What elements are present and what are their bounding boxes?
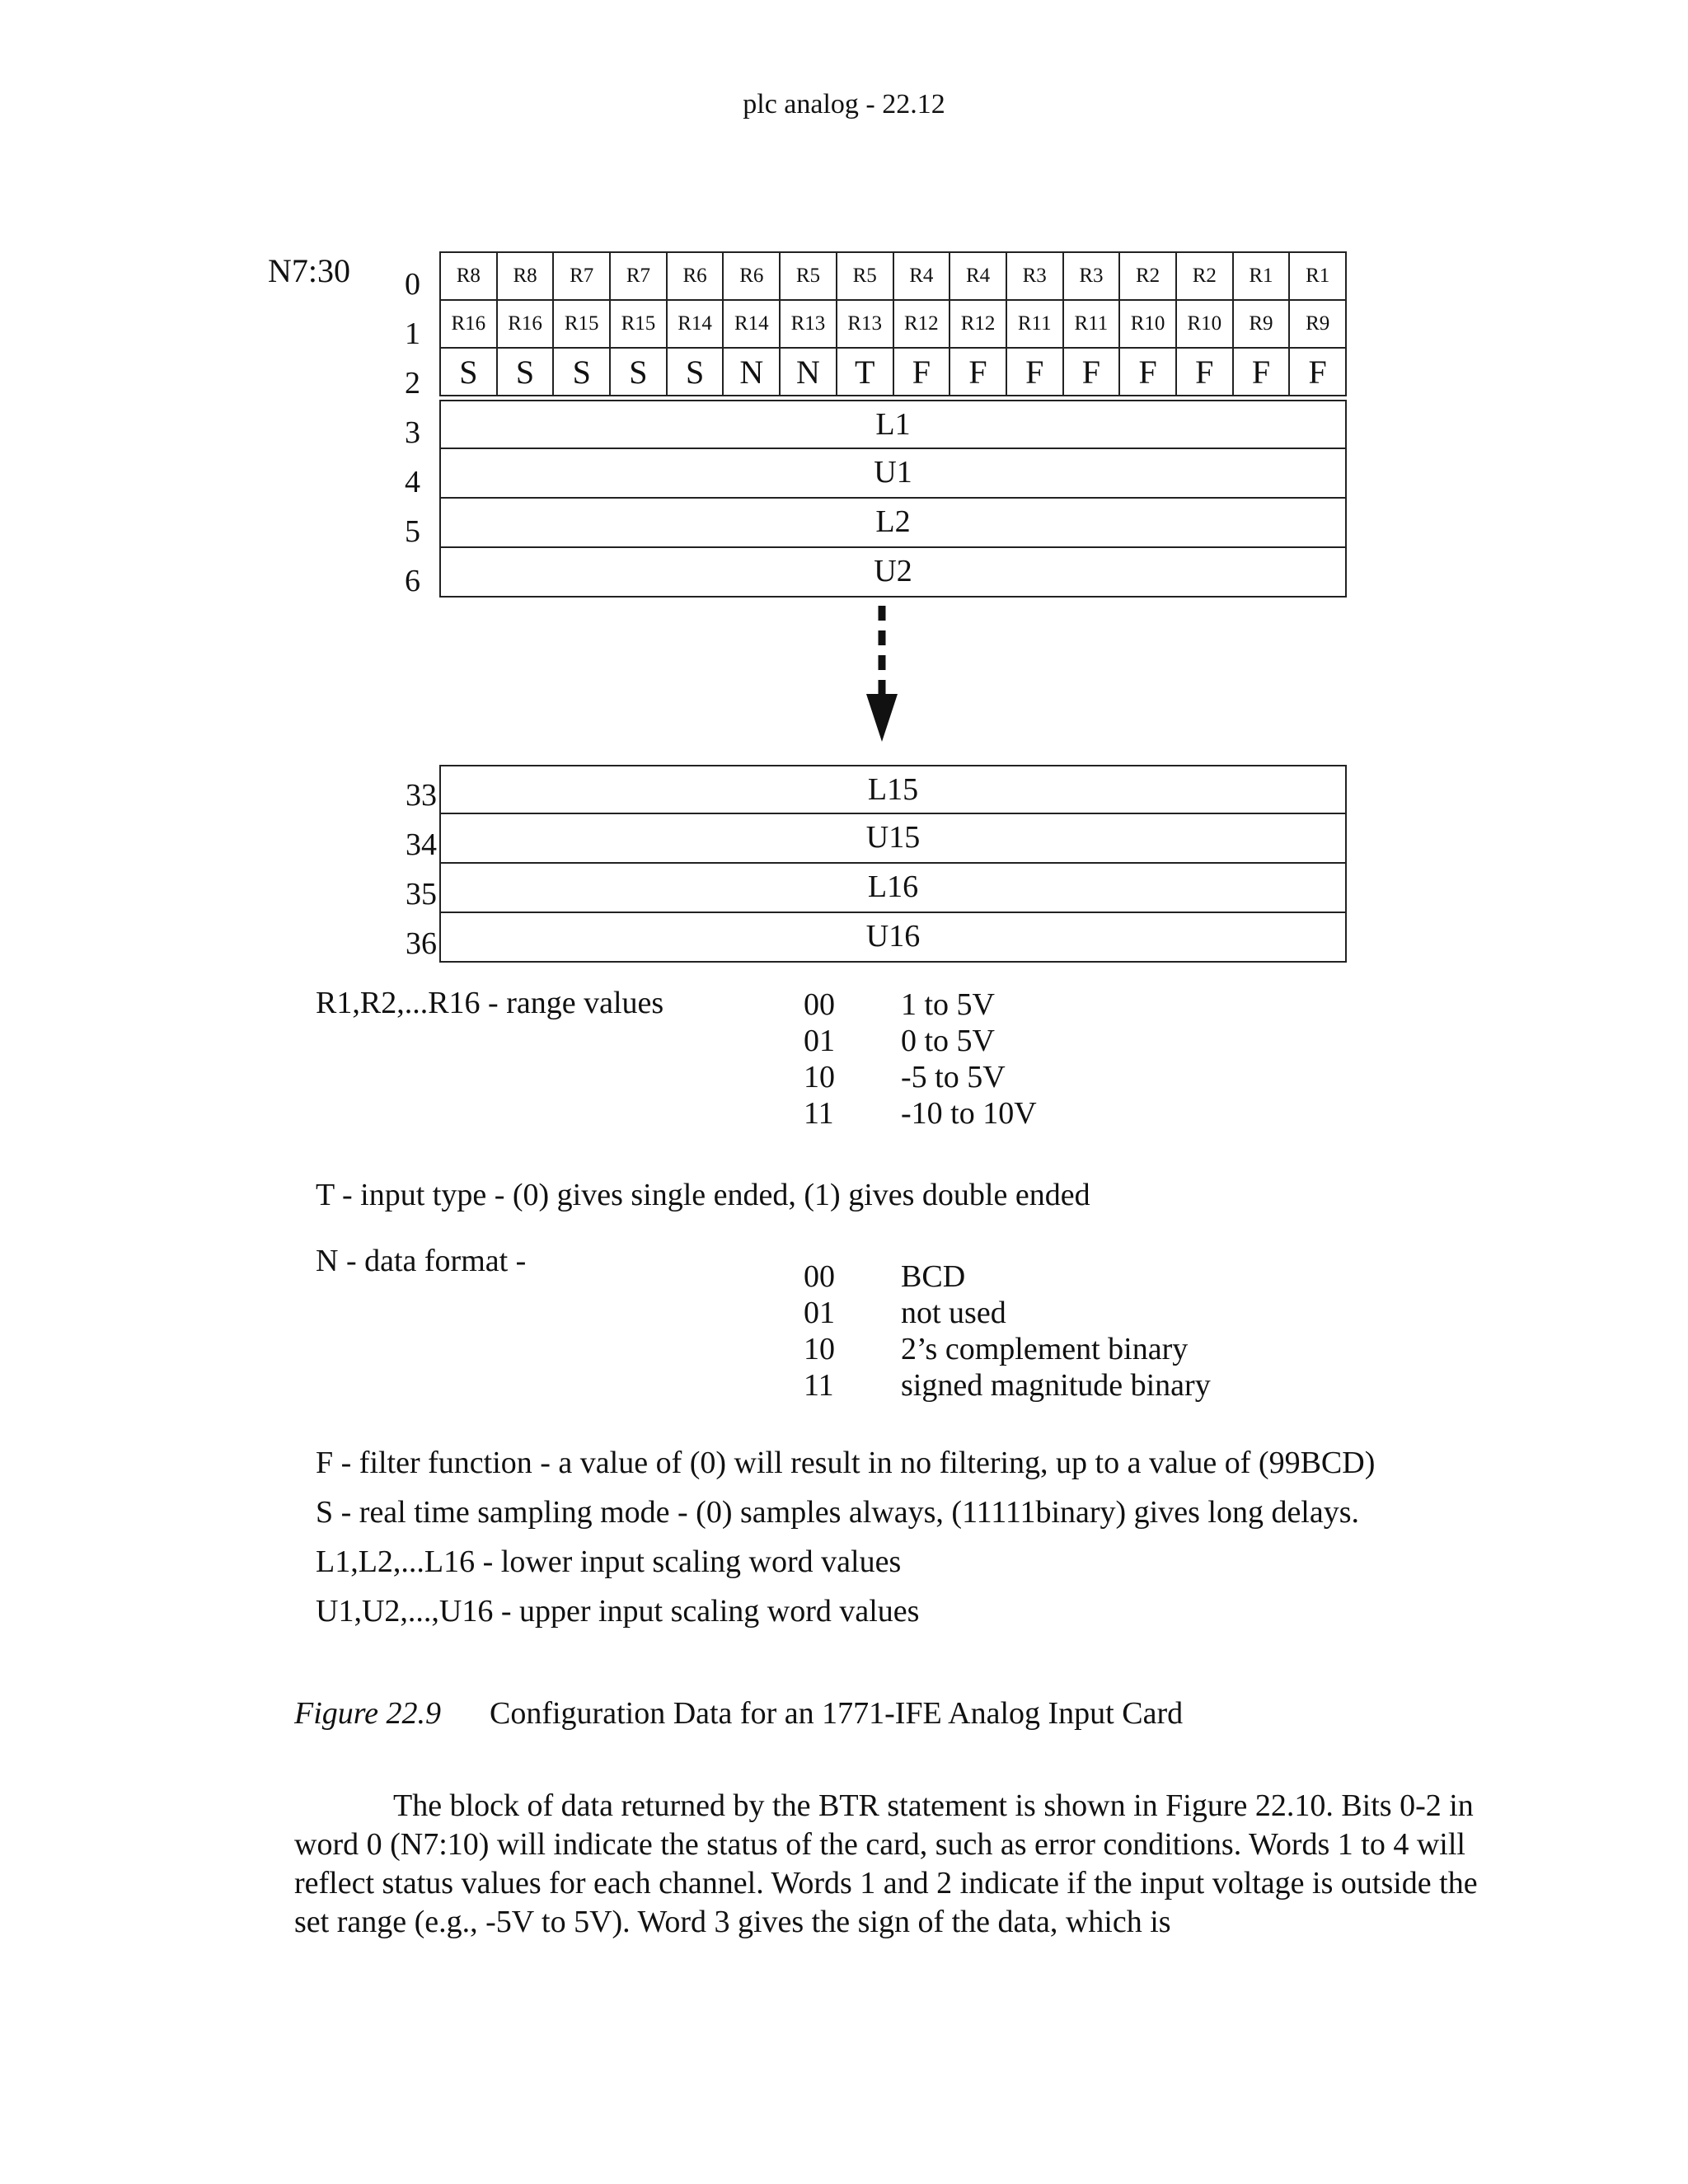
- figure-caption-text: Configuration Data for an 1771-IFE Analog Input Card: [490, 1696, 1184, 1731]
- bit-cell: R7: [553, 252, 610, 300]
- code-value: -10 to 10V: [901, 1096, 1037, 1131]
- figure-caption: [294, 1695, 1183, 1732]
- bit-cell: S: [553, 348, 610, 396]
- code: 01: [804, 1296, 835, 1330]
- bit-cell: R16: [497, 300, 554, 348]
- file-address-label: N7:30: [268, 252, 350, 289]
- code: 11: [804, 1096, 834, 1131]
- list-item: [804, 1258, 1211, 1295]
- bit-cell: R4: [950, 252, 1006, 300]
- code: 10: [804, 1060, 835, 1094]
- bit-cell: F: [1119, 348, 1176, 396]
- bit-cell: R4: [893, 252, 950, 300]
- bit-cell: F: [893, 348, 950, 396]
- bit-cell: R6: [667, 252, 724, 300]
- continuation-arrow-icon: [857, 602, 907, 746]
- bit-cell: R3: [1006, 252, 1063, 300]
- figure-label: Figure 22.9: [294, 1696, 442, 1731]
- scaling-words-top: [439, 400, 1347, 598]
- bit-cell: F: [1289, 348, 1346, 396]
- list-item: [804, 987, 1037, 1023]
- data-format-label: N - data format -: [316, 1244, 527, 1278]
- word-2-row: [440, 348, 1346, 396]
- list-item: [804, 1095, 1037, 1132]
- row-numbers-top: [371, 260, 420, 606]
- code: 00: [804, 1259, 835, 1294]
- bit-cell: F: [1006, 348, 1063, 396]
- bit-cell: S: [497, 348, 554, 396]
- bit-cell: R1: [1233, 252, 1290, 300]
- bit-cell: R11: [1006, 300, 1063, 348]
- row-number: 4: [405, 465, 420, 499]
- row-number: 36: [406, 926, 437, 961]
- row-number: 6: [405, 564, 420, 598]
- bit-cell: S: [610, 348, 667, 396]
- bit-cell: R1: [1289, 252, 1346, 300]
- bit-cell: T: [837, 348, 893, 396]
- page-header: plc analog - 22.12: [743, 89, 945, 120]
- word-row: U16: [439, 913, 1347, 963]
- bit-cell: R13: [780, 300, 837, 348]
- row-numbers-bottom: [387, 771, 437, 968]
- bit-field-table: [439, 251, 1347, 396]
- bit-cell: R13: [837, 300, 893, 348]
- bit-cell: R16: [440, 300, 497, 348]
- filter-function-text: F - filter function - a value of (0) will result in no filtering, up to a value of (99BCD): [316, 1446, 1376, 1480]
- bit-cell: R14: [667, 300, 724, 348]
- bit-cell: R9: [1289, 300, 1346, 348]
- word-row: L1: [439, 400, 1347, 449]
- bit-cell: R10: [1176, 300, 1233, 348]
- word-row: L15: [439, 765, 1347, 814]
- bit-cell: R10: [1119, 300, 1176, 348]
- bit-cell: R3: [1063, 252, 1120, 300]
- list-item: [804, 1367, 1211, 1404]
- range-code-list: [804, 987, 1037, 1132]
- bit-cell: R8: [497, 252, 554, 300]
- row-number: 33: [406, 778, 437, 813]
- bit-cell: F: [950, 348, 1006, 396]
- bit-cell: R11: [1063, 300, 1120, 348]
- bit-cell: R7: [610, 252, 667, 300]
- bit-cell: R15: [553, 300, 610, 348]
- list-item: [804, 1295, 1211, 1331]
- bit-cell: R15: [610, 300, 667, 348]
- row-number: 35: [406, 877, 437, 912]
- bit-cell: R8: [440, 252, 497, 300]
- code-value: 1 to 5V: [901, 987, 995, 1022]
- word-row: U2: [439, 548, 1347, 598]
- bit-cell: N: [723, 348, 780, 396]
- code-value: BCD: [901, 1259, 966, 1294]
- scaling-words-bottom: [439, 765, 1347, 963]
- word-row: L2: [439, 499, 1347, 548]
- row-number: 1: [405, 316, 420, 351]
- row-number: 3: [405, 415, 420, 450]
- bit-cell: N: [780, 348, 837, 396]
- code-value: -5 to 5V: [901, 1060, 1006, 1094]
- definitions-list: [316, 1438, 1375, 1636]
- code: 10: [804, 1332, 835, 1366]
- word-row: U15: [439, 814, 1347, 864]
- word-row: L16: [439, 864, 1347, 913]
- word-1-row: [440, 300, 1346, 348]
- bit-cell: R2: [1176, 252, 1233, 300]
- row-number: 34: [406, 827, 437, 862]
- bit-cell: F: [1176, 348, 1233, 396]
- list-item: [804, 1023, 1037, 1059]
- code: 01: [804, 1024, 835, 1058]
- code-value: not used: [901, 1296, 1006, 1330]
- list-item: [804, 1331, 1211, 1367]
- row-number: 0: [405, 267, 420, 302]
- bit-cell: F: [1233, 348, 1290, 396]
- bit-cell: R12: [950, 300, 1006, 348]
- range-values-label: R1,R2,...R16 - range values: [316, 986, 664, 1020]
- code-value: 2’s complement binary: [901, 1332, 1189, 1366]
- word-0-row: [440, 252, 1346, 300]
- bit-cell: R6: [723, 252, 780, 300]
- code-value: 0 to 5V: [901, 1024, 995, 1058]
- bit-cell: S: [440, 348, 497, 396]
- upper-scaling-text: U1,U2,...,U16 - upper input scaling word values: [316, 1594, 920, 1629]
- bit-cell: R14: [723, 300, 780, 348]
- bit-cell: R5: [780, 252, 837, 300]
- bit-cell: F: [1063, 348, 1120, 396]
- input-type-text: T - input type - (0) gives single ended, (1) gives double ended: [316, 1178, 1090, 1212]
- sampling-mode-text: S - real time sampling mode - (0) samples always, (11111binary) gives long delays.: [316, 1495, 1360, 1530]
- bit-cell: S: [667, 348, 724, 396]
- data-format-code-list: [804, 1258, 1211, 1404]
- code: 00: [804, 987, 835, 1022]
- lower-scaling-text: L1,L2,...L16 - lower input scaling word values: [316, 1544, 902, 1579]
- row-number: 2: [405, 366, 420, 401]
- word-row: U1: [439, 449, 1347, 499]
- row-number: 5: [405, 514, 420, 549]
- bit-cell: R5: [837, 252, 893, 300]
- bit-cell: R2: [1119, 252, 1176, 300]
- list-item: [804, 1059, 1037, 1095]
- body-paragraph: The block of data returned by the BTR statement is shown in Figure 22.10. Bits 0-2 in word 0 (N7:10) will indicate the status of the card, such as error conditions. Words 1 to 4 will reflect status values for each channel. Words 1 and 2 indicate if the input voltage is outside the set range (e.g., -5V to 5V). Word 3 gives the sign of the data, which is: [294, 1788, 1478, 1939]
- bit-cell: R12: [893, 300, 950, 348]
- code-value: signed magnitude binary: [901, 1368, 1211, 1403]
- bit-cell: R9: [1233, 300, 1290, 348]
- code: 11: [804, 1368, 834, 1403]
